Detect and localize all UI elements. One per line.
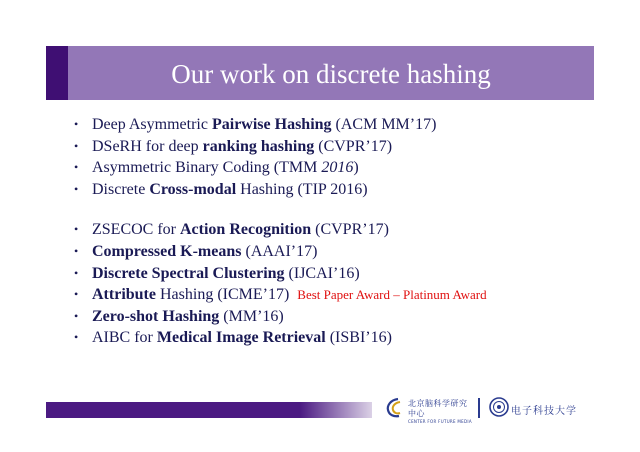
bullet-text: Medical Image Retrieval xyxy=(156,329,326,347)
bullet-text: (MM’16) xyxy=(219,307,284,325)
bullet-dot: • xyxy=(74,243,79,258)
bullet-dot: • xyxy=(74,330,79,345)
bullet-text: Compressed K-means xyxy=(92,242,242,260)
bullet-item xyxy=(72,284,612,306)
bullet-item xyxy=(72,157,612,179)
bullet-text: (CVPR’17) xyxy=(311,221,389,239)
bullet-text: Pairwise Hashing xyxy=(211,116,332,133)
center-logo-text xyxy=(408,399,472,425)
bullet-item xyxy=(72,114,612,136)
bullet-text: Cross-modal xyxy=(149,180,237,198)
bullet-text: (IJCAI’16) xyxy=(284,264,360,282)
slide-title: Our work on discrete hashing xyxy=(171,59,491,89)
bullet-dot: • xyxy=(74,138,79,153)
bullet-dot: • xyxy=(74,117,79,131)
bullet-text: Hashing (ICME’17) xyxy=(155,286,290,304)
bullet-item xyxy=(72,263,612,285)
bullet-item xyxy=(72,327,612,349)
bullet-group xyxy=(72,219,612,349)
bullet-item xyxy=(72,219,612,241)
bullet-text: Zero-shot Hashing xyxy=(92,307,220,325)
bullet-dot: • xyxy=(74,287,79,302)
bullet-dot: • xyxy=(74,181,79,196)
center-logo-name: 北京脑科学研究中心 xyxy=(408,399,468,418)
bullet-text: Hashing (TIP 2016) xyxy=(236,180,368,198)
bullet-text: ranking hashing xyxy=(202,137,315,155)
bullet-text: (ACM MM’17) xyxy=(331,116,437,133)
award-label: Best Paper Award – Platinum Award xyxy=(297,287,487,303)
bullet-text: Discrete Spectral Clustering xyxy=(92,264,285,282)
bullet-item xyxy=(72,136,612,158)
bullet-dot: • xyxy=(74,222,79,237)
footer-bar-fade xyxy=(300,402,390,418)
center-logo-subtitle: CENTER FOR FUTURE MEDIA xyxy=(408,419,472,424)
bullet-text: Attribute xyxy=(92,286,156,304)
swirl-logo-icon xyxy=(384,397,406,419)
bullet-item xyxy=(72,241,612,263)
bullet-text: Discrete xyxy=(92,180,150,198)
bullet-dot: • xyxy=(74,265,79,280)
bullet-text: (ISBI’16) xyxy=(325,329,392,347)
bullet-dot: • xyxy=(74,308,79,323)
logo-separator xyxy=(478,398,480,418)
bullet-list xyxy=(72,114,612,349)
bullet-text: 2016 xyxy=(321,159,354,177)
bullet-text: Deep Asymmetric xyxy=(92,116,212,133)
bullet-text: ) xyxy=(353,159,359,177)
title-accent-bar xyxy=(46,46,68,100)
bullet-text: ZSECOC for xyxy=(92,221,180,239)
bullet-text: (AAAI’17) xyxy=(241,242,318,260)
bullet-text: AIBC for xyxy=(92,329,157,347)
bullet-dot: • xyxy=(74,160,79,175)
bullet-item xyxy=(72,179,612,201)
bullet-text: DSeRH for deep xyxy=(92,137,203,155)
bullet-text: Asymmetric Binary Coding (TMM xyxy=(92,159,322,177)
bullet-item xyxy=(72,306,612,328)
university-logo-text: 电子科技大学 xyxy=(511,406,577,417)
bullet-text: Action Recognition xyxy=(180,221,312,239)
bullet-group xyxy=(72,114,612,200)
bullet-text: (CVPR’17) xyxy=(314,137,393,155)
university-seal-icon xyxy=(489,397,509,417)
